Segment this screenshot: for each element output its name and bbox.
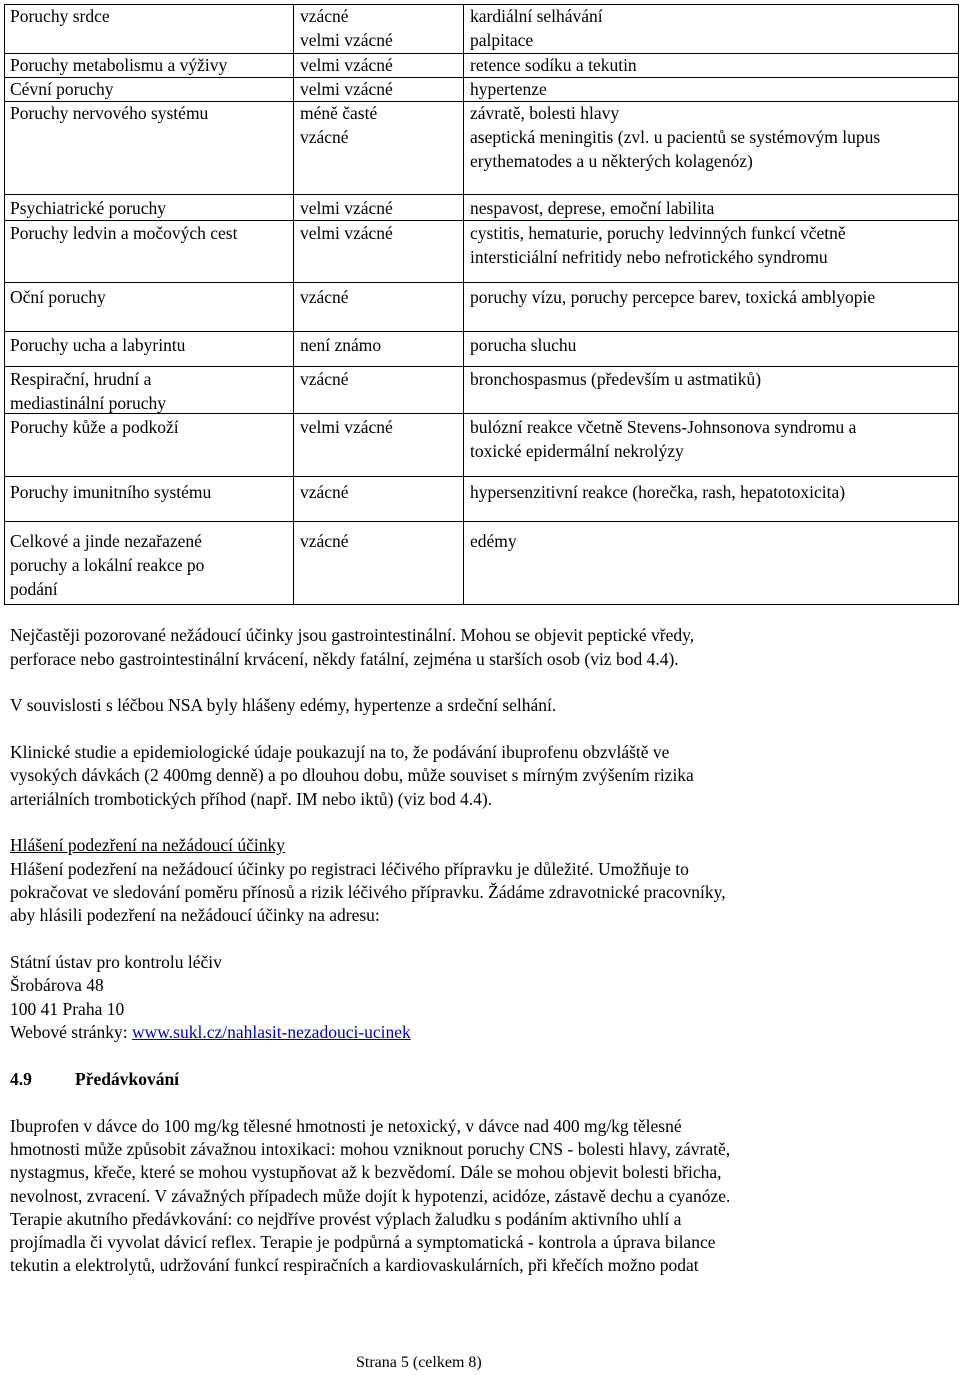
table-rule <box>4 604 959 605</box>
organ-class-cell: mediastinální poruchy <box>10 393 167 413</box>
paragraph-nsa-line: V souvislosti s léčbou NSA byly hlášeny edémy, hypertenze a srdeční selhání. <box>10 695 557 715</box>
organ-class-cell: Poruchy kůže a podkoží <box>10 417 179 437</box>
reporting-line: aby hlásili podezření na nežádoucí účinky na adresu: <box>10 905 380 925</box>
frequency-cell: velmi vzácné <box>300 79 393 99</box>
effect-cell: retence sodíku a tekutin <box>470 55 637 75</box>
table-rule <box>4 521 959 522</box>
reporting-line: pokračovat ve sledování poměru přínosů a rizik léčivého přípravku. Žádáme zdravotnické pracovníky, <box>10 882 726 902</box>
effect-cell: intersticiální nefritidy nebo nefrotického syndromu <box>470 247 828 267</box>
organ-class-cell: Psychiatrické poruchy <box>10 198 166 218</box>
frequency-cell: velmi vzácné <box>300 55 393 75</box>
frequency-cell: vzácné <box>300 127 349 147</box>
effect-cell: edémy <box>470 531 517 551</box>
organ-class-cell: Respirační, hrudní a <box>10 369 152 389</box>
effect-cell: toxické epidermální nekrolýzy <box>470 441 684 461</box>
overdose-line: nevolnost, zvracení. V závažných případech může dojít k hypotenzi, acidóze, zástavě dechu a cyanóze. <box>10 1186 731 1206</box>
address-line: Šrobárova 48 <box>10 975 104 995</box>
overdose-line: tekutin a elektrolytů, udržování funkcí respiračních a kardiovaskulárních, při křečích možno podat <box>10 1255 699 1275</box>
effect-cell: závratě, bolesti hlavy <box>470 103 620 123</box>
frequency-cell: vzácné <box>300 6 349 26</box>
organ-class-cell: Cévní poruchy <box>10 79 114 99</box>
website-link[interactable]: www.sukl.cz/nahlasit-nezadouci-ucinek <box>132 1022 411 1042</box>
frequency-cell: velmi vzácné <box>300 30 393 50</box>
table-rule <box>4 282 959 283</box>
reporting-heading: Hlášení podezření na nežádoucí účinky <box>10 835 286 855</box>
overdose-line: Ibuprofen v dávce do 100 mg/kg tělesné hmotnosti je netoxický, v dávce nad 400 mg/kg tělesné <box>10 1116 682 1136</box>
organ-class-cell: Poruchy nervového systému <box>10 103 209 123</box>
overdose-line: projímadla či vyvolat dávicí reflex. Terapie je podpůrná a symptomatická - kontrola a úprava bilance <box>10 1232 716 1252</box>
organ-class-cell: Poruchy srdce <box>10 6 110 26</box>
table-border-left <box>4 4 5 604</box>
website-label: Webové stránky: <box>10 1022 133 1042</box>
effect-cell: nespavost, deprese, emoční labilita <box>470 198 715 218</box>
effect-cell: poruchy vízu, poruchy percepce barev, toxická amblyopie <box>470 287 876 307</box>
paragraph-gi-line: perforace nebo gastrointestinální krvácení, někdy fatální, zejména u starších osob (viz bod 4.4). <box>10 649 679 669</box>
table-rule <box>4 476 959 477</box>
frequency-cell: vzácné <box>300 287 349 307</box>
organ-class-cell: podání <box>10 579 58 599</box>
frequency-cell: vzácné <box>300 531 349 551</box>
paragraph-studies-line: Klinické studie a epidemiologické údaje poukazují na to, že podávání ibuprofenu obzvláště ve <box>10 742 670 762</box>
effect-cell: cystitis, hematurie, poruchy ledvinných funkcí včetně <box>470 223 846 243</box>
effect-cell: porucha sluchu <box>470 335 577 355</box>
frequency-cell: méně časté <box>300 103 378 123</box>
effect-cell: palpitace <box>470 30 534 50</box>
effect-cell: hypersenzitivní reakce (horečka, rash, hepatotoxicita) <box>470 482 846 502</box>
section-title: Předávkování <box>75 1069 180 1089</box>
table-divider-1 <box>293 4 294 604</box>
organ-class-cell: Oční poruchy <box>10 287 106 307</box>
page-footer: Strana 5 (celkem 8) <box>356 1354 482 1371</box>
effect-cell: kardiální selhávání <box>470 6 603 26</box>
table-rule <box>4 194 959 195</box>
paragraph-studies-line: vysokých dávkách (2 400mg denně) a po dlouhou dobu, může souviset s mírným zvýšením rizika <box>10 765 694 785</box>
effect-cell: erythematodes a u některých kolagenóz) <box>470 151 753 171</box>
table-border-right <box>958 4 959 604</box>
overdose-line: hmotnosti může způsobit závažnou intoxikaci: mohou vzniknout poruchy CNS - bolesti hlavy, závratě, <box>10 1139 731 1159</box>
address-line: 100 41 Praha 10 <box>10 999 125 1019</box>
overdose-line: nystagmus, křeče, které se mohou vystupňovat až k bezvědomí. Dále se mohou objevit bolesti břicha, <box>10 1162 722 1182</box>
table-rule <box>4 331 959 332</box>
effect-cell: hypertenze <box>470 79 547 99</box>
frequency-cell: není známo <box>300 335 382 355</box>
frequency-cell: velmi vzácné <box>300 198 393 218</box>
organ-class-cell: Poruchy metabolismu a výživy <box>10 55 228 75</box>
address-line: Státní ústav pro kontrolu léčiv <box>10 952 222 972</box>
frequency-cell: velmi vzácné <box>300 417 393 437</box>
organ-class-cell: poruchy a lokální reakce po <box>10 555 205 575</box>
organ-class-cell: Poruchy ucha a labyrintu <box>10 335 186 355</box>
table-divider-2 <box>463 4 464 604</box>
reporting-line: Hlášení podezření na nežádoucí účinky po registraci léčivého přípravku je důležité. Umožňuje to <box>10 859 689 879</box>
frequency-cell: velmi vzácné <box>300 223 393 243</box>
frequency-cell: vzácné <box>300 482 349 502</box>
organ-class-cell: Poruchy ledvin a močových cest <box>10 223 238 243</box>
effect-cell: bronchospasmus (především u astmatiků) <box>470 369 762 389</box>
website-line <box>10 1020 411 1044</box>
overdose-line: Terapie akutního předávkování: co nejdříve provést výplach žaludku s podáním aktivního uhlí a <box>10 1209 682 1229</box>
effect-cell: bulózní reakce včetně Stevens-Johnsonova syndromu a <box>470 417 857 437</box>
section-number: 4.9 <box>10 1069 32 1089</box>
paragraph-studies-line: arteriálních trombotických příhod (např. IM nebo iktů) (viz bod 4.4). <box>10 789 493 809</box>
effect-cell: aseptická meningitis (zvl. u pacientů se systémovým lupus <box>470 127 881 147</box>
paragraph-gi-line: Nejčastěji pozorované nežádoucí účinky jsou gastrointestinální. Mohou se objevit peptické vředy, <box>10 625 695 645</box>
organ-class-cell: Poruchy imunitního systému <box>10 482 212 502</box>
frequency-cell: vzácné <box>300 369 349 389</box>
organ-class-cell: Celkové a jinde nezařazené <box>10 531 202 551</box>
